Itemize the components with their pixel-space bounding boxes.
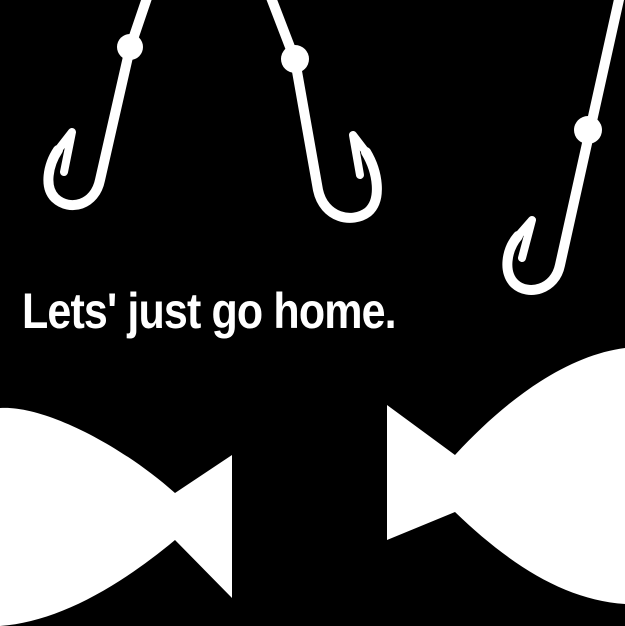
- caption-text: Lets' just go home.: [22, 283, 396, 339]
